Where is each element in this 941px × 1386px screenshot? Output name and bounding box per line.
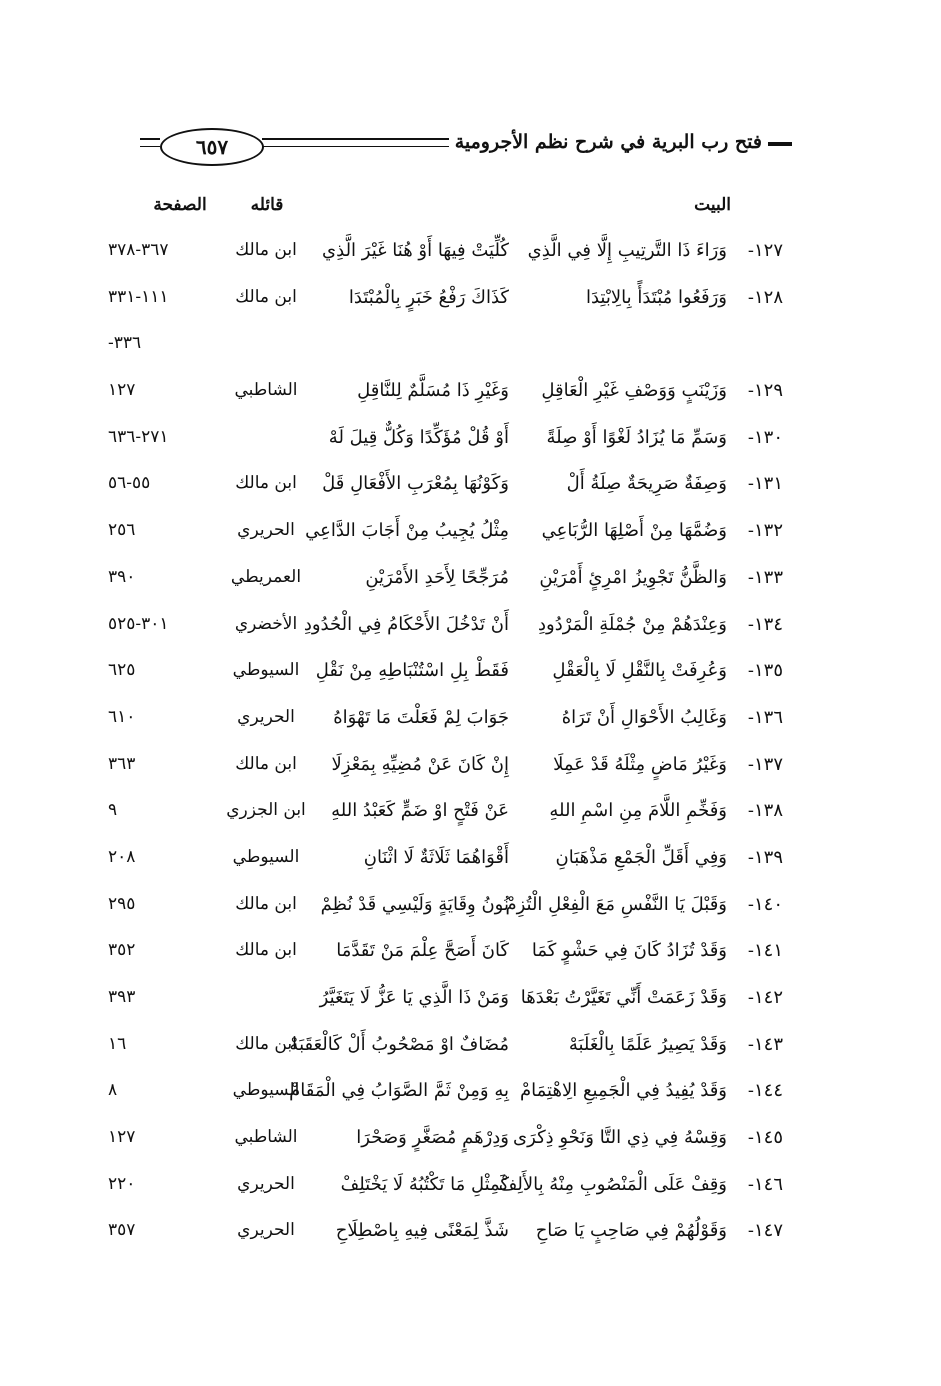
verse-first-hemistich: وَضُمَّهَا مِنْ أَصْلِهَا الرُّبَاعِي — [541, 520, 727, 542]
verse-first-hemistich: وَقِفْ عَلَى الْمَنْصُوبِ مِنْهُ بِالأَلِفْ — [498, 1173, 727, 1195]
verse-first-hemistich: وَقَدْ زَعَمَتْ أَنِّي تَغَيَّرْتُ بَعْدَهَا — [520, 987, 727, 1008]
verse-number: ١٣٣- — [747, 566, 783, 588]
verse-page-ref: ١١١-٣٣١ — [108, 286, 169, 307]
verse-sayer: الحريري — [237, 706, 295, 727]
column-header-page: الصفحة — [153, 195, 207, 215]
table-row — [0, 839, 941, 886]
verse-second-hemistich: إِنْ كَانَ عَنْ مُضِيِّهِ بِمَعْزِلَا — [331, 753, 509, 775]
table-row — [0, 1026, 941, 1073]
verse-sayer: ابن مالك — [235, 240, 297, 260]
verse-number: ١٣٩- — [747, 846, 783, 868]
verse-second-hemistich: شَذَّ لِمَعْنًى فِيهِ بِاصْطِلَاحِ — [335, 1220, 509, 1242]
verse-second-hemistich: وَغَيْرِ ذَا مُسَلَّمٌ لِلنَّاقِلِ — [357, 380, 509, 402]
verse-number: ١٣٨- — [747, 800, 783, 822]
verse-number: ١٣٧- — [747, 753, 783, 775]
verse-page-ref: ١٢٧ — [108, 380, 136, 401]
verse-second-hemistich: وَمَنْ ذَا الَّذِي يَا عَزُّ لَا يَتَغَيَّرُ — [319, 987, 509, 1008]
verse-first-hemistich: وَصِفَةٌ صَرِيحَةٌ صِلَةُ أَلْ — [566, 473, 727, 495]
verse-page-ref: ١٦ — [108, 1033, 127, 1054]
verse-sayer: ابن مالك — [235, 753, 297, 774]
verse-second-hemistich: جَوَابَ لِمْ فَعَلْتَ مَا تَهْوَاهُ — [333, 706, 509, 728]
verse-first-hemistich: وَالظَّنُّ تَجْوِيزُ امْرِئٍ أَمْرَيْنِ — [539, 566, 727, 588]
verse-second-hemistich: وَدِرْهَمٍ مُصَغَّرٍ وَصَحْرَا — [356, 1127, 509, 1149]
verse-sayer: السيوطي — [232, 660, 300, 681]
verse-first-hemistich: وَرَفَعُوا مُبْتَدَأً بِالِابْتِدَا — [585, 286, 727, 308]
verse-page-ref: ٢٥٦ — [108, 520, 136, 541]
table-row — [0, 932, 941, 979]
verse-number: ١٤٧- — [747, 1220, 783, 1242]
verse-number: ١٢٧- — [747, 240, 783, 261]
verse-first-hemistich: وَفِي أَقَلِّ الْجَمْعِ مَذْهَبَانِ — [555, 846, 727, 868]
table-row — [0, 1119, 941, 1166]
verse-page-ref: ٢٢٠ — [108, 1173, 136, 1194]
verse-second-hemistich: كَذَاكَ رَفْعُ خَبَرٍ بِالْمُبْتَدَا — [348, 286, 509, 308]
verse-sayer: العمريطي — [230, 566, 302, 587]
verse-number: ١٣٢- — [747, 520, 783, 542]
verse-page-ref: ٩ — [108, 800, 118, 821]
verse-second-hemistich: مُرَجِّحًا لِأَحَدِ الأَمْرَيْنِ — [365, 566, 509, 588]
verse-second-hemistich: فَقَطْ بِلِ اسْتُنْبَاطِهِ مِنْ نَقْلِ — [315, 660, 509, 682]
verse-number: ١٤٤- — [747, 1080, 783, 1102]
verse-sayer: ابن مالك — [235, 286, 297, 307]
verse-first-hemistich: وَقَدْ يُفِيدُ فِي الْجَمِيعِ الِاهْتِمَامْ — [520, 1080, 727, 1102]
table-row — [0, 419, 941, 466]
verse-first-hemistich: وَعُرِفَتْ بِالنَّقْلِ لَا بِالْعَقْلِ — [552, 660, 727, 682]
verse-second-hemistich: بِهِ وَمِنْ ثَمَّ الصَّوَابُ فِي الْمَقَامْ — [289, 1080, 509, 1102]
verse-page-ref: ٣٥٢ — [108, 940, 136, 961]
verse-first-hemistich: وَرَاءَ ذَا التَّرتِيبِ إِلَّا فِي الَّذِي — [527, 240, 727, 261]
verse-first-hemistich: وَزَيْنَبٍ وَوَصْفِ غَيْرِ الْعَاقِلِ — [541, 380, 727, 402]
verse-sayer: الشاطبي — [234, 1127, 298, 1148]
verse-sayer: السيوطي — [232, 846, 300, 867]
table-row — [0, 232, 941, 279]
table-row — [0, 1166, 941, 1213]
verse-number: ١٢٨- — [747, 286, 783, 308]
verse-first-hemistich: وَقِسْهُ فِي ذِي التَّا وَنَحْوِ ذِكْرَى — [513, 1127, 727, 1149]
verse-page-ref: ٢٩٥ — [108, 893, 136, 914]
verse-page-ref: ٥٥-٥٦ — [108, 473, 151, 494]
verse-number: ١٣٦- — [747, 706, 783, 728]
verse-first-hemistich: وَقَدْ تُزَادُ كَانَ فِي حَشْوٍ كَمَا — [531, 940, 727, 962]
table-row — [0, 792, 941, 839]
verse-sayer: ابن مالك — [235, 940, 297, 961]
verse-second-hemistich: كُلِّيَتْ فِيهَا أَوْ هُنَا غَيْرَ الَّذِي — [322, 240, 509, 261]
verse-second-hemistich: وَكَوْنُهَا بِمُعْرَبِ الأَفْعَالِ قَلْ — [322, 473, 509, 495]
table-row — [0, 279, 941, 326]
verse-page-ref: ٨ — [108, 1080, 118, 1101]
verse-page-ref: ٣٦٧-٣٧٨ — [108, 240, 169, 260]
verse-number: ١٤١- — [747, 940, 783, 962]
table-row — [0, 559, 941, 606]
verse-second-hemistich: مِثْلُ يُجِيبُ مِنْ أَجَابَ الدَّاعِي — [305, 520, 509, 542]
verse-second-hemistich: أَقْوَاهُمَا ثَلَاثَةٌ لَا اثْنَانِ — [363, 846, 509, 868]
verse-first-hemistich: وَغَالِبُ الأَحْوَالِ أَنْ تَرَاهُ — [561, 706, 727, 728]
verse-second-hemistich: أَنْ تَدْخُلَ الأَحْكَامُ فِي الْحُدُودِ — [303, 613, 509, 635]
verse-page-ref: ١٢٧ — [108, 1127, 136, 1148]
table-row — [0, 325, 941, 372]
table-row — [0, 465, 941, 512]
verse-second-hemistich: عَنْ فَتْحٍ اوْ ضَمٍّ كَعَبْدُ اللهِ — [331, 800, 509, 822]
verse-second-hemistich: مُضَافٌ اوْ مَصْحُوبُ أَلْ كَالْعَقَبَهْ — [289, 1033, 509, 1055]
verse-sayer: ابن مالك — [235, 893, 297, 914]
verse-number: ١٤٥- — [747, 1127, 783, 1149]
verse-first-hemistich: وَقَبْلَ يَا النَّفْسِ مَعَ الْفِعْلِ الْتُزِمْ — [505, 893, 727, 915]
header-dash — [768, 142, 792, 146]
verse-page-ref: ٣٥٧ — [108, 1220, 136, 1241]
verse-number: ١٣٥- — [747, 660, 783, 682]
table-row — [0, 886, 941, 933]
verse-page-ref: ٢٠٨ — [108, 846, 136, 867]
verse-sayer: السيوطي — [232, 1080, 300, 1101]
verse-sayer: ابن مالك — [235, 473, 297, 494]
verse-sayer: ابن مالك — [235, 1033, 297, 1054]
verse-number: ١٤٢- — [747, 987, 783, 1008]
verse-number: ١٣٤- — [747, 613, 783, 635]
column-header-verse: البيت — [694, 195, 731, 215]
verse-page-ref: ٣٠١-٥٢٥ — [108, 613, 169, 634]
verse-sayer: الشاطبي — [234, 380, 298, 401]
verse-first-hemistich: وَفَخِّمِ اللَّامَ مِنِ اسْمِ اللهِ — [549, 800, 727, 822]
verse-sayer: الأخضري — [234, 613, 298, 634]
verse-number: ١٣١- — [747, 473, 783, 495]
verse-sayer: ابن الجزري — [226, 800, 306, 821]
verse-second-hemistich: نُونُ وِقَايَةٍ وَلَيْسِي قَدْ نُظِمْ — [320, 893, 509, 915]
verse-sayer: الحريري — [237, 520, 295, 541]
verse-page-ref: ٣٩٣ — [108, 987, 136, 1007]
verse-page-ref: ٣٩٠ — [108, 566, 136, 587]
verse-first-hemistich: وَقَدْ يَصِيرُ عَلَمًا بِالْغَلَبَهْ — [568, 1033, 727, 1055]
table-row — [0, 746, 941, 793]
verse-sayer: الحريري — [237, 1220, 295, 1241]
page-number: ٦٥٧ — [160, 128, 264, 166]
verse-page-ref: ٢٧١-٦٣٦ — [108, 426, 169, 447]
verse-first-hemistich: وَعِنْدَهُمْ مِنْ جُمْلَةِ الْمَرْدُودِ — [538, 613, 727, 635]
verse-number: ١٣٠- — [747, 426, 783, 448]
verse-index-table — [0, 232, 941, 1259]
table-row — [0, 699, 941, 746]
table-row — [0, 1212, 941, 1259]
verse-number: ١٤٠- — [747, 893, 783, 915]
verse-second-hemistich: كَمِثْلِ مَا تَكْتُبُهُ لَا يَخْتَلِفْ — [340, 1173, 509, 1195]
verse-page-ref: ٣٦٣ — [108, 753, 136, 774]
column-header-sayer: قائله — [250, 195, 284, 215]
verse-number: ١٢٩- — [747, 380, 783, 402]
table-row — [0, 606, 941, 653]
table-row — [0, 652, 941, 699]
verse-first-hemistich: وَسَمِّ مَا يُزَادُ لَغْوًا أَوْ صِلَةً — [546, 426, 727, 448]
table-row — [0, 372, 941, 419]
verse-first-hemistich: وَقَوْلُهُمْ فِي صَاحِبٍ يَا صَاحِ — [535, 1220, 727, 1242]
verse-number: ١٤٦- — [747, 1173, 783, 1195]
verse-second-hemistich: أَوْ قُلْ مُؤَكِّدًا وَكُلٌّ قِيلَ لَهْ — [328, 426, 509, 448]
verse-page-ref: -٣٣٦ — [108, 333, 142, 354]
verse-second-hemistich: كَانَ أَصَحَّ عِلْمَ مَنْ تَقَدَّمَا — [336, 940, 509, 962]
table-row — [0, 512, 941, 559]
verse-first-hemistich: وَغَيْرُ مَاضٍ مِثْلَهُ قَدْ عَمِلَا — [553, 753, 727, 775]
verse-page-ref: ٦٢٥ — [108, 660, 136, 681]
book-title: فتح رب البرية في شرح نظم الأجرومية — [449, 131, 768, 153]
running-header — [140, 126, 792, 166]
verse-page-ref: ٦١٠ — [108, 706, 136, 727]
verse-number: ١٤٣- — [747, 1033, 783, 1055]
verse-sayer: الحريري — [237, 1173, 295, 1194]
table-row — [0, 979, 941, 1026]
table-row — [0, 1072, 941, 1119]
